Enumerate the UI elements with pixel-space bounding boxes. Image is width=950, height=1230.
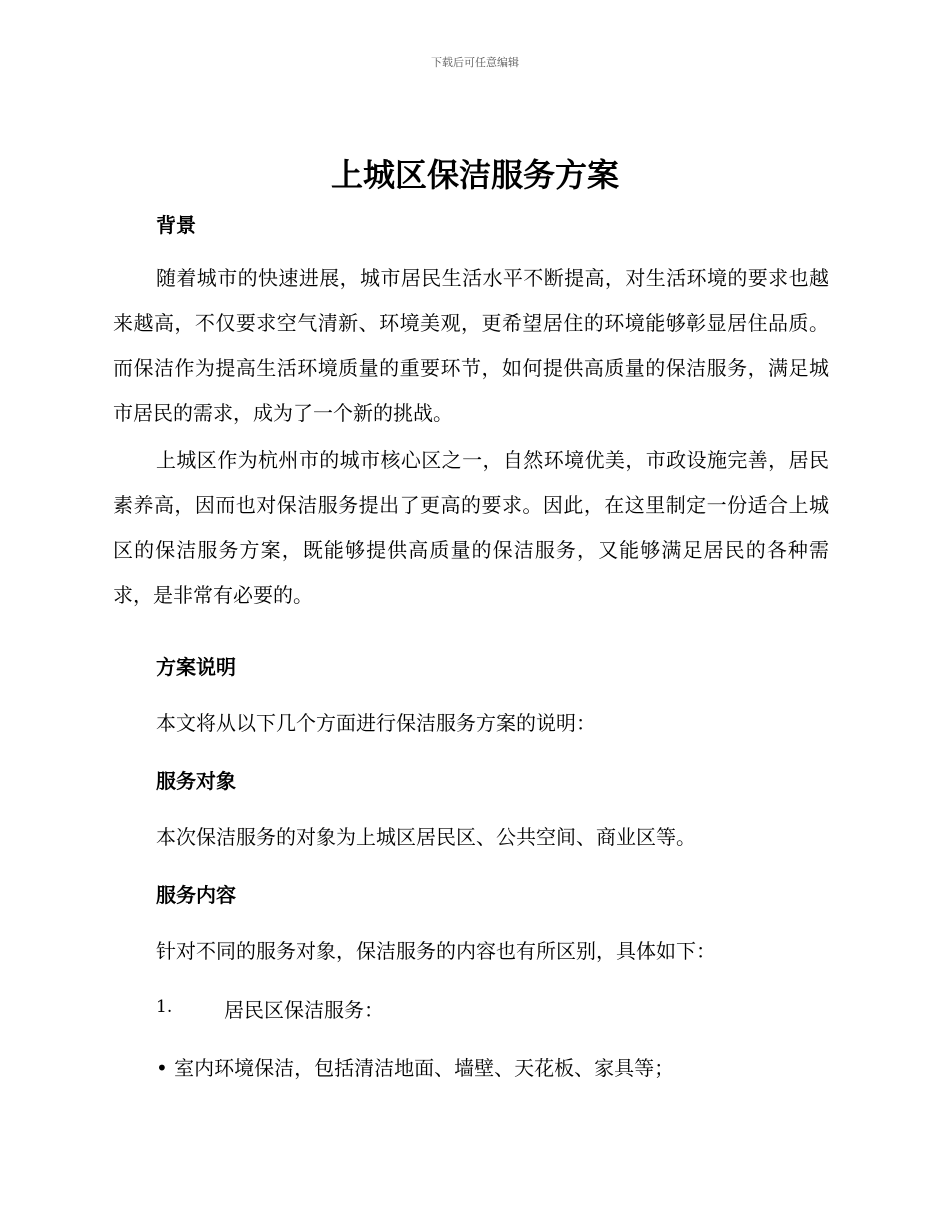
background-paragraph-2: 上城区作为杭州市的城市核心区之一，自然环境优美，市政设施完善，居民素养高，因而也对保洁服务提出了更高的要求。因此，在这里制定一份适合上城区的保洁服务方案，既能够提供高质量的保洁服务，又能够满足居民的各种需求，是非常有必要的。 <box>113 448 829 607</box>
content-text: 针对不同的服务对象，保洁服务的内容也有所区别，具体如下： <box>156 939 716 963</box>
list-item-number: 1. <box>156 997 173 1017</box>
bullet-item: • 室内环境保洁，包括清洁地面、墙壁、天花板、家具等； <box>156 1056 675 1080</box>
section-heading-content: 服务内容 <box>156 883 236 907</box>
target-text: 本次保洁服务的对象为上城区居民区、公共空间、商业区等。 <box>156 825 696 849</box>
section-heading-background: 背景 <box>156 213 196 237</box>
document-title: 上城区保洁服务方案 <box>330 156 619 194</box>
plan-text: 本文将从以下几个方面进行保洁服务方案的说明： <box>156 711 596 735</box>
header-note: 下载后可任意编辑 <box>431 56 519 69</box>
list-item-label: 居民区保洁服务： <box>224 998 384 1022</box>
section-heading-target: 服务对象 <box>156 769 236 793</box>
section-heading-plan: 方案说明 <box>156 655 236 679</box>
background-paragraph-1: 随着城市的快速进展，城市居民生活水平不断提高，对生活环境的要求也越来越高，不仅要求空气清新、环境美观，更希望居住的环境能够彰显居住品质。而保洁作为提高生活环境质量的重要环节，如何提供高质量的保洁服务，满足城市居民的需求，成为了一个新的挑战。 <box>113 266 829 425</box>
